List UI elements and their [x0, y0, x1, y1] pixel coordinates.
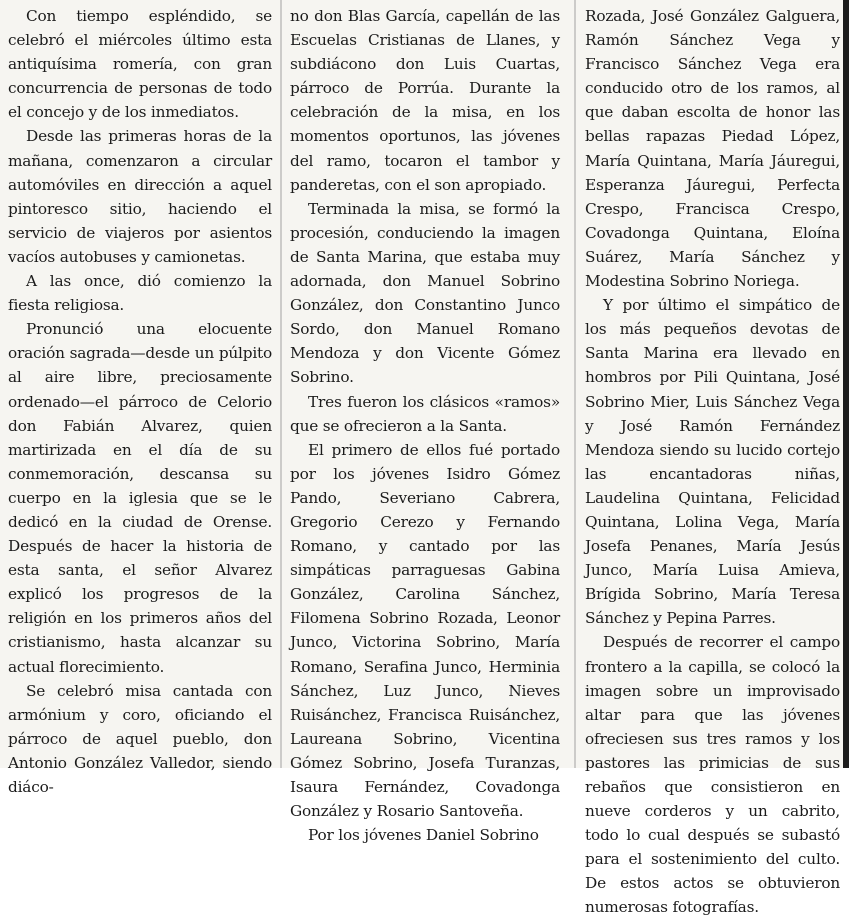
page-edge — [843, 0, 849, 768]
column-1 — [8, 4, 272, 796]
paragraph: Terminada la misa, se formó la procesión, conduciendo la imagen de Santa Marina, que estaba muy adornada, don Manuel Sobrino González, don Constantino Junco Sordo, don Manuel Romano Mendoza y don Vicente Gómez Sobrino. — [290, 199, 560, 387]
paragraph: Tres fueron los clásicos «ramos» que se ofrecieron a la Santa. — [290, 392, 560, 435]
column-2 — [290, 4, 560, 845]
paragraph: El primero de ellos fué portado por los jóvenes Isidro Gómez Pando, Severiano Cabrera, Gregorio Cerezo y Fernando Romano, y cantado por las simpáticas parraguesas Gabina González, Carolina Sánchez, Filomena Sobrino Rozada, Leonor Junco, Victorina Sobrino, María Romano, Serafina Junco, Herminia Sánchez, Luz Junco, Nieves Ruisánchez, Francisca Ruisánchez, Laureana Sobrino, Vicentina Gómez Sobrino, Josefa Turanzas, Isaura Fernández, Covadonga González y Rosario Santoveña. — [290, 440, 560, 821]
paragraph: no don Blas García, capellán de las Escuelas Cristianas de Llanes, y subdiácono don Luis Cuartas, párroco de Porrúa. Durante la celebración de la misa, en los momentos oportunos, las jóvenes del ramo, tocaron el tambor y panderetas, con el son apropiado. — [290, 7, 560, 194]
paragraph: Se celebró misa cantada con armónium y coro, oficiando el párroco de aquel pueblo, don Antonio González Valledor, siendo diáco- — [8, 681, 272, 796]
paragraph: A las once, dió comienzo la fiesta religiosa. — [8, 272, 272, 315]
paragraph: Después de recorrer el campo frontero a la capilla, se colocó la imagen sobre un improvisado altar para que las jóvenes ofreciesen sus tres ramos y los pastores las primicias de sus rebaños que consistieron en nueve corderos y un cabrito, todo lo cual después se subastó para el sostenimiento del culto. De estos actos se obtuvieron numerosas fotografías. — [585, 633, 840, 917]
paragraph: Pronunció una elocuente oración sagrada—desde un púlpito al aire libre, preciosamente ordenado—el párroco de Celorio don Fabián Alvarez, quien martirizada en el día de su conmemoración, descansa su cuerpo en la iglesia que se le dedicó en la ciudad de Orense. Después de hacer la historia de esta santa, el señor Alvarez explicó los progresos de la religión en los primeros años del cristianismo, hasta alcanzar su actual florecimiento. — [8, 320, 272, 676]
paragraph: Con tiempo espléndido, se celebró el miércoles último esta antiquísima romería, con gran concurrencia de personas de todo el concejo y de los inmediatos. — [8, 7, 272, 122]
paragraph: Y por último el simpático de los más pequeños devotas de Santa Marina era llevado en hombros por Pili Quintana, José Sobrino Mier, Luis Sánchez Vega y José Ramón Fernández Mendoza siendo su lucido cortejo las encantadoras niñas, Laudelina Quintana, Felicidad Quintana, Lolina Vega, María Josefa Penanes, María Jesús Junco, María Luisa Amieva, Brígida Sobrino, María Teresa Sánchez y Pepina Parres. — [585, 296, 840, 628]
paragraph: Desde las primeras horas de la mañana, comenzaron a circular automóviles en dirección a aquel pintoresco sitio, haciendo el servicio de viajeros por asientos vacíos autobuses y camionetas. — [8, 127, 272, 266]
paragraph: Rozada, José González Galguera, Ramón Sánchez Vega y Francisco Sánchez Vega era conducido otro de los ramos, al que daban escolta de honor las bellas rapazas Piedad López, María Quintana, María Jáuregui, Esperanza Jáuregui, Perfecta Crespo, Francisca Crespo, Covadonga Quintana, Eloína Suárez, María Sánchez y Modestina Sobrino Noriega. — [585, 7, 840, 291]
column-3 — [585, 4, 840, 917]
column-divider — [574, 0, 576, 768]
paragraph: Por los jóvenes Daniel Sobrino — [308, 826, 539, 845]
column-divider — [280, 0, 282, 768]
